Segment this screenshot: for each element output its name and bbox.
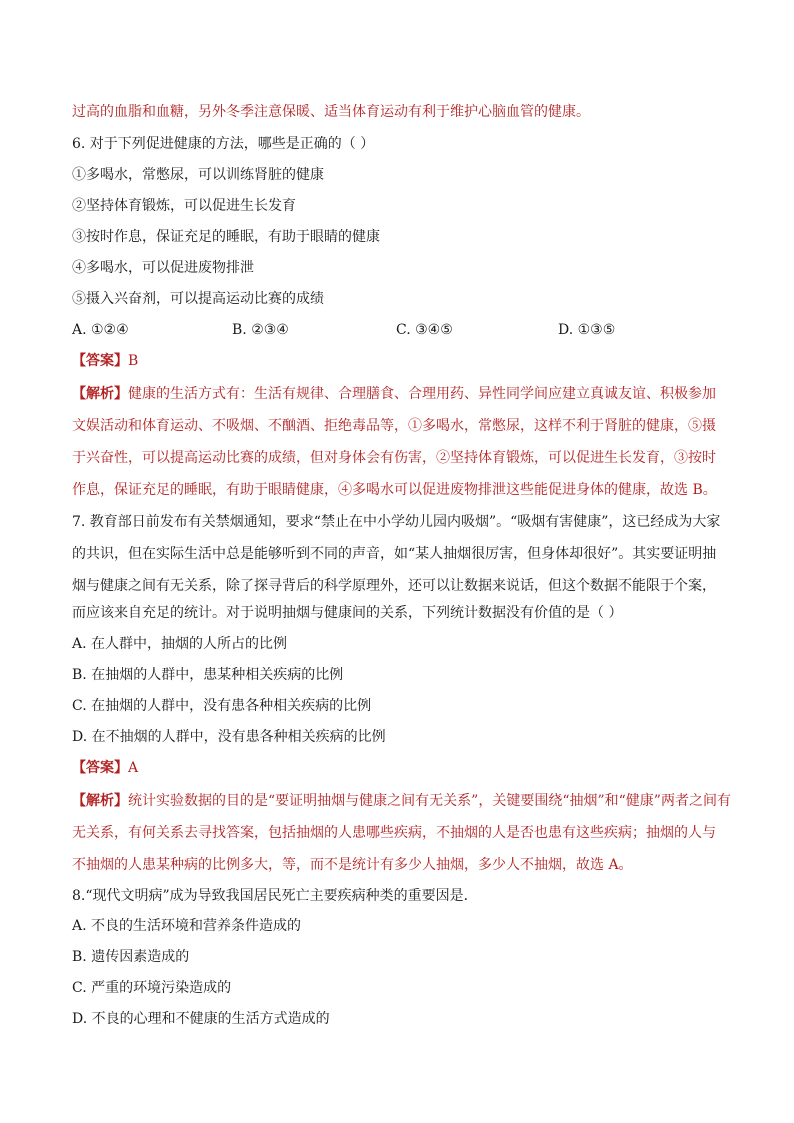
q7-analysis-line-1 [72,791,731,811]
q7-analysis-line-3: 不抽烟的人患某种病的比例多大，等，而不是统计有多少人抽烟，多少人不抽烟，故选 A。 [72,857,633,873]
analysis-text: 健康的生活方式有：生活有规律、合理膳食、合理用药、异性同学间应建立真诚友谊、积极参加 [128,386,716,402]
q6-analysis-line-4: 作息，保证充足的睡眠，有助于眼睛健康，④多喝水可以促进废物排泄这些能促进身体的健康，故选 B。 [72,482,717,498]
q6-option-d: D. ①③⑤ [558,322,616,338]
q6-item-4: ④多喝水，可以促进废物排泄 [72,260,254,276]
analysis-text: 统计实验数据的目的是“要证明抽烟与健康之间有无关系”，关键要围绕“抽烟”和“健康”两者之间有 [128,793,731,809]
q7-option-c: C. 在抽烟的人群中，没有患各种相关疾病的比例 [72,698,372,714]
q6-option-c: C. ③④⑤ [396,322,453,338]
answer-value: A [128,760,139,776]
q6-option-a: A. ①②④ [72,322,129,338]
q6-option-b: B. ②③④ [232,322,289,338]
q8-stem: 8.“现代文明病”成为导致我国居民死亡主要疾病种类的重要因是． [72,888,478,904]
answer-tag: 【答案】 [72,353,128,369]
q7-analysis-line-2: 无关系，有何关系去寻找答案，包括抽烟的人患哪些疾病，不抽烟的人是否也患有这些疾病；抽烟的人与 [72,825,716,841]
q7-stem-line-3: 烟与健康之间有无关系，除了探寻背后的科学原理外，还可以让数据来说话，但这个数据不能限于个案， [72,578,716,594]
q6-analysis-line-3: 于兴奋性，可以提高运动比赛的成绩，但对身体会有伤害，②坚持体育锻炼，可以促进生长发育，③按时 [72,450,716,466]
q7-option-d: D. 在不抽烟的人群中，没有患各种相关疾病的比例 [72,729,386,745]
q7-answer [72,758,138,778]
analysis-tag: 【解析】 [72,793,128,809]
q7-stem-line-1: 7. 教育部日前发布有关禁烟通知，要求“禁止在中小学幼儿园内吸烟”。“吸烟有害健康”，这已经成为大家 [72,514,721,530]
q6-answer [72,351,138,371]
answer-tag: 【答案】 [72,760,128,776]
q6-analysis-line-1 [72,384,716,404]
q7-stem-line-4: 而应该来自充足的统计。对于说明抽烟与健康间的关系，下列统计数据没有价值的是（ ） [72,605,623,621]
analysis-tag: 【解析】 [72,386,128,402]
q6-item-1: ①多喝水，常憋尿，可以训练肾脏的健康 [72,167,324,183]
q6-item-5: ⑤摄入兴奋剂，可以提高运动比赛的成绩 [72,291,324,307]
q6-item-2: ②坚持体育锻炼，可以促进生长发育 [72,198,296,214]
q8-option-b: B. 遗传因素造成的 [72,949,190,965]
q8-option-d: D. 不良的心理和不健康的生活方式造成的 [72,1011,330,1027]
q7-option-b: B. 在抽烟的人群中，患某种相关疾病的比例 [72,667,344,683]
q7-option-a: A. 在人群中，抽烟的人所占的比例 [72,636,288,652]
q6-item-3: ③按时作息，保证充足的睡眠，有助于眼睛的健康 [72,229,380,245]
answer-value: B [128,353,139,369]
q8-option-a: A. 不良的生活环境和营养条件造成的 [72,918,302,934]
q6-stem: 6. 对于下列促进健康的方法，哪些是正确的（ ） [72,136,375,152]
q8-option-c: C. 严重的环境污染造成的 [72,980,232,996]
carryover-analysis-line: 过高的血脂和血糖，另外冬季注意保暖、适当体育运动有利于维护心脑血管的健康。 [72,104,590,120]
q6-analysis-line-2: 文娱活动和体育运动、不吸烟、不酗酒、拒绝毒品等，①多喝水，常憋尿，这样不利于肾脏的健康，⑤摄 [72,418,716,434]
q7-stem-line-2: 的共识，但在实际生活中总是能够听到不同的声音，如“某人抽烟很厉害，但身体却很好”。其实要证明抽 [72,546,717,562]
